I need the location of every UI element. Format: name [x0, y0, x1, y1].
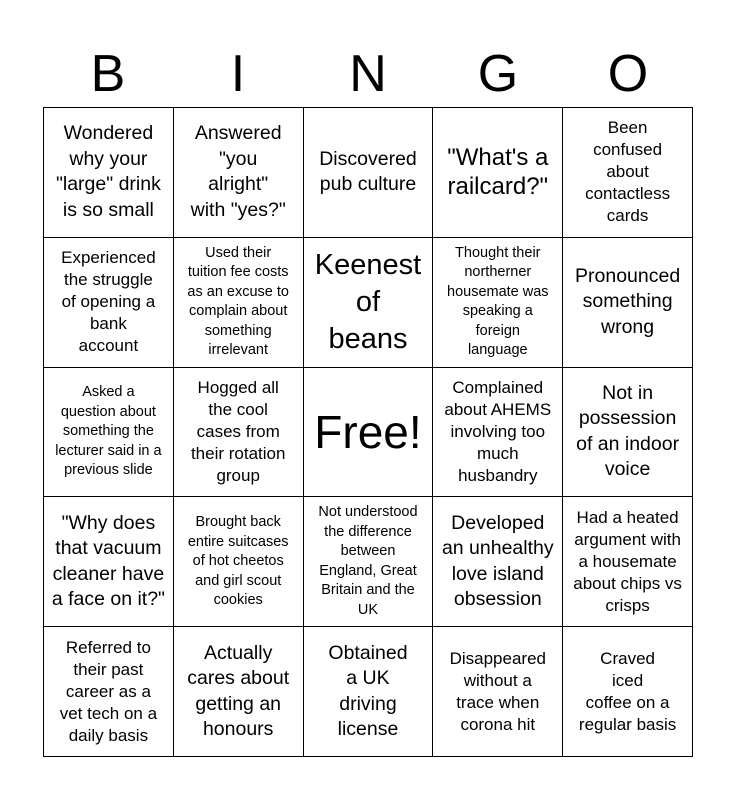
- free-space-text: Free!: [314, 405, 422, 458]
- cell-text: Thought their northerner housemate was speaking a foreign language: [447, 244, 549, 359]
- bingo-cell[interactable]: [174, 497, 304, 627]
- cell-text: Craved iced coffee on a regular basis: [578, 648, 677, 734]
- bingo-cell[interactable]: [304, 627, 434, 757]
- cell-text: Keenest of beans: [314, 248, 422, 355]
- cell-text: Obtained a UK driving license: [328, 641, 408, 741]
- bingo-cell[interactable]: [304, 497, 434, 627]
- cell-text: Not understood the difference between England, Great Britain and the UK: [318, 504, 418, 618]
- cell-text: Discovered pub culture: [319, 147, 417, 196]
- bingo-cell[interactable]: [174, 368, 304, 498]
- bingo-header: [43, 42, 693, 106]
- cell-text: Brought back entire suitcases of hot cheetos and girl scout cookies: [187, 514, 289, 609]
- header-letter-b: B: [90, 45, 126, 103]
- cell-text: Disappeared without a trace when corona hit: [449, 648, 546, 734]
- bingo-cell[interactable]: [433, 497, 563, 627]
- cell-text: Pronounced something wrong: [575, 264, 681, 338]
- bingo-cell[interactable]: [304, 108, 434, 238]
- cell-text: Had a heated argument with a housemate about chips vs crisps: [573, 507, 682, 615]
- cell-text: Used their tuition fee costs as an excuse to complain about something irrelevant: [187, 244, 289, 359]
- bingo-cell[interactable]: [433, 627, 563, 757]
- cell-text: Asked a question about something the lecturer said in a previous slide: [55, 384, 162, 479]
- bingo-cell[interactable]: [44, 497, 174, 627]
- cell-text: "Why does that vacuum cleaner have a face on it?": [51, 511, 165, 611]
- cell-text: Complained about AHEMS involving too much husbandry: [444, 377, 552, 485]
- bingo-cell[interactable]: [563, 108, 693, 238]
- header-letter-g: G: [477, 45, 519, 103]
- cell-text: Hogged all the cool cases from their rotation group: [190, 377, 286, 485]
- cell-text: Not in possession of an indoor voice: [576, 381, 680, 481]
- bingo-cell[interactable]: [174, 627, 304, 757]
- bingo-cell[interactable]: [174, 108, 304, 238]
- cell-text: Wondered why your "large" drink is so small: [55, 122, 161, 221]
- header-letter-n: N: [349, 45, 387, 103]
- cell-text: Answered "you alright" with "yes?": [190, 122, 286, 221]
- cell-text: Developed an unhealthy love island obsession: [441, 511, 554, 611]
- bingo-cell[interactable]: [433, 368, 563, 498]
- bingo-cell[interactable]: [174, 238, 304, 368]
- bingo-cell[interactable]: [433, 108, 563, 238]
- cell-text: Experienced the struggle of opening a bank account: [61, 248, 156, 356]
- bingo-cell[interactable]: [44, 627, 174, 757]
- cell-text: "What's a railcard?": [447, 144, 549, 201]
- header-letter-o: O: [607, 45, 649, 103]
- bingo-cell[interactable]: [563, 368, 693, 498]
- bingo-cell[interactable]: [44, 238, 174, 368]
- bingo-cell[interactable]: [44, 368, 174, 498]
- cell-text: Actually cares about getting an honours: [187, 641, 290, 741]
- cell-text: Been confused about contactless cards: [585, 118, 671, 226]
- bingo-cell[interactable]: [44, 108, 174, 238]
- bingo-cell[interactable]: [433, 238, 563, 368]
- header-letter-i: I: [230, 45, 246, 103]
- cell-text: Referred to their past career as a vet tech on a daily basis: [59, 637, 158, 745]
- bingo-cell[interactable]: [563, 238, 693, 368]
- bingo-cell[interactable]: [563, 627, 693, 757]
- bingo-cell[interactable]: [563, 497, 693, 627]
- bingo-cell[interactable]: [304, 238, 434, 368]
- bingo-card-grid: [43, 107, 693, 757]
- free-space-cell[interactable]: [304, 368, 434, 498]
